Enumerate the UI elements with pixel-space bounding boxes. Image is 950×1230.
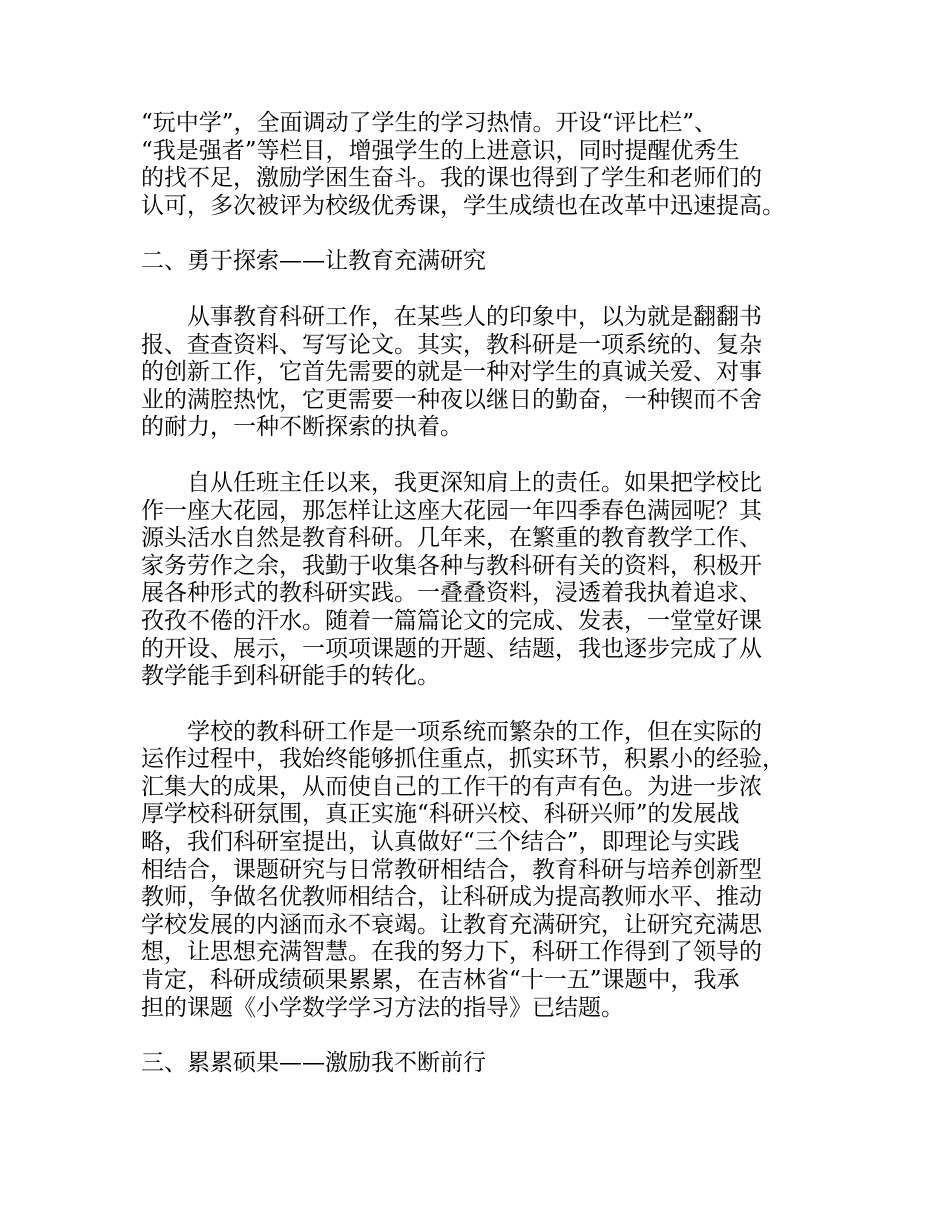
text-line: 汇集大的成果，从而使自己的工作干的有声有色。为进一步浓 xyxy=(141,773,762,800)
text-line: 担的课题《小学数学学习方法的指导》已结题。 xyxy=(141,994,624,1021)
text-line: 家务劳作之余，我勤于收集各种与教科研有关的资料，积极开 xyxy=(141,552,762,579)
text-line: “玩中学”，全面调动了学生的学习热情。开设“评比栏”、 xyxy=(141,110,718,136)
text-line: 源头活水自然是教育科研。几年来，在繁重的教育教学工作、 xyxy=(141,525,762,552)
text-line: 想，让思想充满智慧。在我的努力下，科研工作得到了领导的 xyxy=(141,939,762,966)
text-line: 相结合，课题研究与日常教研相结合，教育科研与培养创新型 xyxy=(141,856,762,883)
text-line: “我是强者”等栏目，增强学生的上进意识，同时提醒优秀生 xyxy=(141,137,740,164)
paragraph-gap xyxy=(141,442,831,470)
paragraph-school-research xyxy=(141,719,831,1023)
paragraph-research-intro xyxy=(141,304,831,442)
paragraph-class-teacher xyxy=(141,470,831,691)
text-line: 教学能手到科研能手的转化。 xyxy=(141,663,440,690)
text-line: 报、查查资料、写写论文。其实，教科研是一项系统的、复杂 xyxy=(141,331,762,358)
paragraph-gap xyxy=(141,1022,831,1050)
text-line: 学校的教科研工作是一项系统而繁杂的工作，但在实际的 xyxy=(141,718,762,745)
text-line: 作一座大花园，那怎样让这座大花园一年四季春色满园呢？其 xyxy=(141,497,762,524)
text-line: 运作过程中，我始终能够抓住重点，抓实环节，积累小的经验， xyxy=(141,746,785,773)
section-heading-2: 二、勇于探索——让教育充满研究 xyxy=(141,248,486,275)
text-line: 孜孜不倦的汗水。随着一篇篇论文的完成、发表，一堂堂好课 xyxy=(141,607,762,634)
document-body xyxy=(141,110,831,1078)
text-line: 的找不足，激励学困生奋斗。我的课也得到了学生和老师们的 xyxy=(141,165,762,192)
text-line: 自从任班主任以来，我更深知肩上的责任。如果把学校比 xyxy=(141,469,762,496)
text-line: 展各种形式的教科研实践。一叠叠资料，浸透着我执着追求、 xyxy=(141,580,762,607)
paragraph-intro xyxy=(141,110,831,220)
paragraph-gap xyxy=(141,691,831,719)
text-line: 略，我们科研室提出，认真做好“三个结合”，即理论与实践 xyxy=(141,829,740,856)
text-line: 教师，争做名优教师相结合，让科研成为提高教师水平、推动 xyxy=(141,884,762,911)
text-line: 肯定，科研成绩硕果累累，在吉林省“十一五”课题中，我承 xyxy=(141,967,740,994)
text-line: 业的满腔热忱，它更需要一种夜以继日的勤奋，一种锲而不舍 xyxy=(141,386,762,413)
text-line: 的耐力，一种不断探索的执着。 xyxy=(141,414,463,441)
text-line: 从事教育科研工作，在某些人的印象中，以为就是翻翻书 xyxy=(141,303,762,330)
paragraph-gap xyxy=(141,220,831,248)
text-line: 学校发展的内涵而永不衰竭。让教育充满研究，让研究充满思 xyxy=(141,911,762,938)
text-line: 的开设、展示，一项项课题的开题、结题，我也逐步完成了从 xyxy=(141,635,762,662)
paragraph-gap xyxy=(141,276,831,304)
text-line: 的创新工作，它首先需要的就是一种对学生的真诚关爱、对事 xyxy=(141,359,762,386)
text-line: 厚学校科研氛围，真正实施“科研兴校、科研兴师”的发展战 xyxy=(141,801,740,828)
section-heading-3: 三、累累硕果——激励我不断前行 xyxy=(141,1050,486,1077)
text-line: 认可，多次被评为校级优秀课，学生成绩也在改革中迅速提高。 xyxy=(141,192,785,219)
